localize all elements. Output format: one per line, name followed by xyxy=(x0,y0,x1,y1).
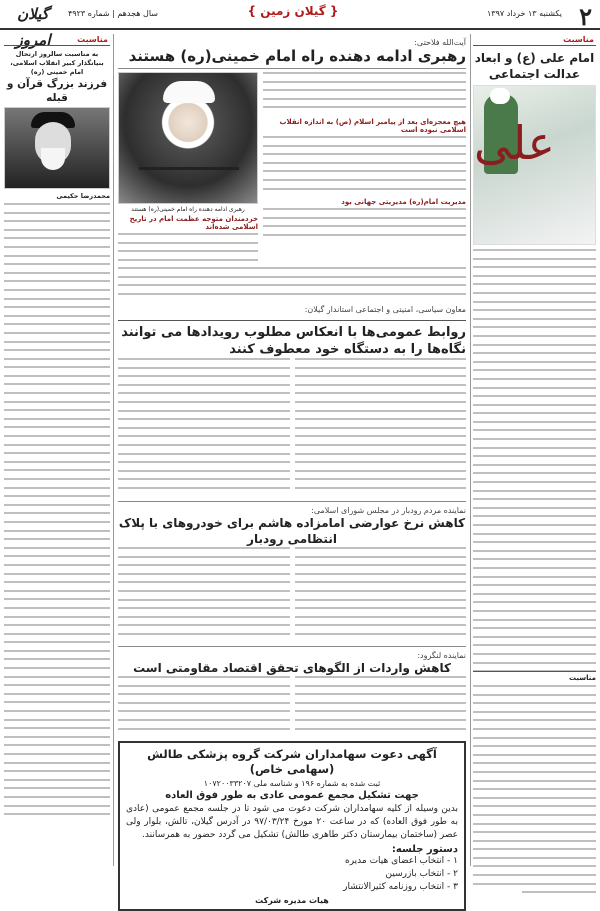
story4-col-b xyxy=(118,676,290,736)
issue-number: سال هجدهم | شماره ۴۹۲۳ xyxy=(68,9,158,18)
notice-agenda-item: ۲ - انتخاب بازرسین xyxy=(385,869,458,879)
figure-head xyxy=(490,88,510,104)
main-column xyxy=(113,34,471,905)
right-kicker-bar xyxy=(473,34,596,46)
story3-headline[interactable]: کاهش نرخ عوارضی امامزاده هاشم برای خودروهای با پلاک انتظامی رودبار xyxy=(118,516,466,546)
left-article-title[interactable]: فرزند بزرگ قرآن و قبله xyxy=(6,78,108,104)
notice-subtitle: جهت تشکیل مجمع عمومی عادی به طور فوق العاده xyxy=(165,790,419,801)
left-author: محمدرضا حکیمی xyxy=(56,192,110,200)
story3-col-b xyxy=(118,547,290,643)
calligraphy: علی xyxy=(473,116,555,170)
story4-headline[interactable]: کاهش واردات از الگوهای تحقق اقتصاد مقاومتی است xyxy=(133,661,451,675)
right-kicker: مناسبت xyxy=(563,35,594,44)
story2-body xyxy=(118,358,466,498)
left-pre-title: به مناسبت سالروز ارتحال بنیانگذار کبیر انقلاب اسلامی، امام خمینی (ره) xyxy=(10,50,104,76)
page-number: ۲ xyxy=(579,2,592,31)
main-photo-block xyxy=(118,72,258,267)
main-story-lines-3 xyxy=(263,208,466,242)
right-article-image xyxy=(473,85,596,245)
story4-kicker: نماینده لنگرود: xyxy=(417,651,466,660)
right-footer-bar xyxy=(473,671,596,682)
main-story-lines-1 xyxy=(263,72,466,116)
notice-agenda-item: ۳ - انتخاب روزنامه کثیرالانتشار xyxy=(343,882,458,892)
main-headline[interactable]: رهبری ادامه دهنده راه امام خمینی(ره) هستند xyxy=(118,47,466,69)
left-kicker: مناسبت xyxy=(77,35,108,44)
left-column xyxy=(4,34,110,866)
shareholder-notice xyxy=(118,741,466,911)
turban-shape xyxy=(163,81,215,103)
right-article-body xyxy=(473,249,596,669)
main-story xyxy=(118,72,466,267)
right-article-title[interactable]: امام علی (ع) و ابعاد عدالت اجتماعی xyxy=(474,51,595,81)
main-kicker: آیت‌الله فلاحتی: xyxy=(414,38,466,47)
main-subhead-1: هیچ معجزه‌ای بعد از پیامبر اسلام (ص) به اندازه انقلاب اسلامی نبوده است xyxy=(279,118,466,134)
beard-shape xyxy=(41,148,65,170)
main-subhead-3: مدیریت امام(ره) مدیریتی جهانی بود xyxy=(341,198,466,206)
issue-date: یکشنبه ۱۳ خرداد ۱۳۹۷ xyxy=(486,9,562,18)
left-article-body xyxy=(4,203,110,843)
notice-registration: ثبت شده به شماره ۱۹۶ و شناسه ملی ۱۰۷۲۰۰۳۳۲۰۷ xyxy=(203,779,381,788)
speaker-photo xyxy=(118,72,258,204)
main-photo-lines xyxy=(118,233,258,267)
newspaper-logo: گیلان امروز xyxy=(15,5,51,49)
imam-photo xyxy=(4,107,110,189)
main-story-lines-4 xyxy=(118,267,466,301)
story2-headline[interactable]: روابط عمومی‌ها با انعکاس مطلوب رویدادها می توانند نگاه‌ها را به دستگاه خود معطوف کنند xyxy=(118,320,466,358)
notice-body: بدین وسیله از کلیه سهامداران شرکت دعوت می شود تا در جلسه مجمع عمومی (عادی به طور فوق العاده) که در ساعت ۲۰ مورخ ۹۷/۰۳/۲۴ در آدرس گیلان، تالش، بلوار ولی عصر (ساختمان بیمارستان دکتر طاهری طالش) تشکیل می گردد حضور به همرسانند. xyxy=(126,804,458,840)
right-footer-label: مناسبت xyxy=(569,674,596,682)
right-column xyxy=(473,34,596,866)
notice-signature: هیات مدیره شرکت xyxy=(255,896,329,905)
microphones xyxy=(139,167,239,197)
main-story-text xyxy=(263,72,466,267)
story2-col-a xyxy=(295,358,467,498)
notice-title: آگهی دعوت سهامداران شرکت گروه پزشکی طالش (سهامی خاص) xyxy=(147,747,437,776)
left-kicker-bar xyxy=(4,34,110,46)
main-subhead-2: خردمندان متوجه عظمت امام در تاریخ اسلامی شده‌اند xyxy=(129,215,258,231)
photo-caption: رهبری ادامه دهنده راه امام خمینی(ره) هستند xyxy=(131,206,245,213)
story4-col-a xyxy=(295,676,467,736)
section-title: { گیلان زمین } xyxy=(247,4,339,18)
story2-kicker: معاون سیاسی، امنیتی و اجتماعی استاندار گیلان: xyxy=(304,305,466,314)
story4-body xyxy=(118,676,466,736)
story2-col-b xyxy=(118,358,290,498)
story3-body xyxy=(118,547,466,643)
right-article-body-2 xyxy=(473,685,596,885)
notice-agenda-title: دستور جلسه: xyxy=(391,844,458,855)
notice-agenda-item: ۱ - انتخاب اعضای هیات مدیره xyxy=(344,856,458,866)
main-story-lines-2 xyxy=(263,136,466,196)
story3-col-a xyxy=(295,547,467,643)
story3-kicker: نماینده مردم رودبار در مجلس شورای اسلامی: xyxy=(311,506,466,515)
